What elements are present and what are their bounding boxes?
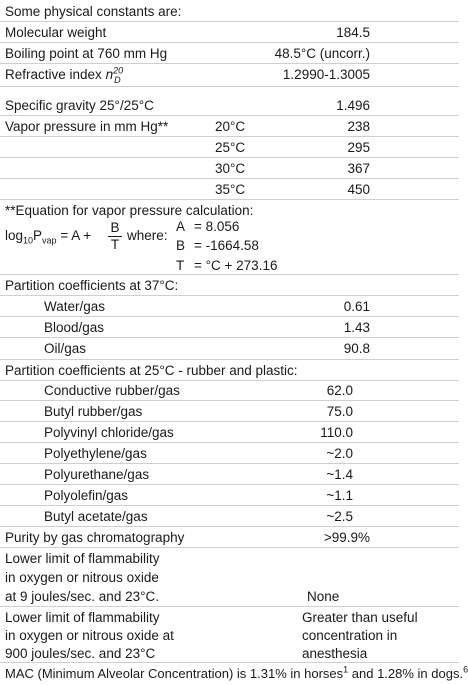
partition-label: Oil/gas: [44, 341, 87, 356]
divider: [0, 21, 459, 22]
partition-label: Butyl rubber/gas: [44, 404, 143, 419]
flammability-900-line: Lower limit of flammability: [5, 610, 160, 625]
param-name: B: [176, 238, 186, 253]
divider: [0, 115, 459, 116]
molecular-weight-value: 184.5: [336, 25, 370, 40]
mac-statement: MAC (Minimum Alveolar Concentration) is 1.31% in horses$^1$ and 1.28% in dogs.$^6$: [5, 664, 468, 681]
partition-25-heading: Partition coefficients at 25°C - rubber and plastic:: [5, 363, 298, 378]
equation-heading: **Equation for vapor pressure calculation:: [5, 203, 254, 218]
partition-value: ~1.4: [326, 467, 353, 482]
flammability-900-line: in oxygen or nitrous oxide at: [5, 628, 174, 643]
footnote-ref: 6: [463, 664, 468, 675]
vapor-temp: 25°C: [215, 140, 246, 155]
equation-where: where:: [127, 228, 168, 243]
partition-label: Polyethylene/gas: [44, 446, 147, 461]
partition-label: Polyvinyl chloride/gas: [44, 425, 174, 440]
flammability-9-line: Lower limit of flammability: [5, 551, 160, 566]
vapor-value: 450: [347, 182, 370, 197]
divider: [0, 359, 459, 360]
partition-value: 0.61: [343, 299, 370, 314]
param-value: = °C + 273.16: [194, 258, 278, 273]
partition-label: Water/gas: [44, 299, 106, 314]
partition-value: 75.0: [326, 404, 353, 419]
divider: [0, 157, 459, 158]
partition-value: 110.0: [320, 425, 353, 440]
divider: [0, 380, 459, 381]
flammability-900-line: 900 joules/sec. and 23°C: [5, 646, 156, 661]
divider: [0, 421, 459, 422]
divider: [0, 442, 459, 443]
flammability-900-value-line: Greater than useful: [302, 610, 418, 625]
boiling-point-label: Boiling point at 760 mm Hg: [5, 46, 168, 61]
purity-label: Purity by gas chromatography: [5, 530, 185, 545]
intro-text: Some physical constants are:: [5, 4, 182, 19]
param-value: = -1664.58: [194, 238, 259, 253]
vapor-value: 238: [347, 119, 370, 134]
vapor-temp: 30°C: [215, 161, 246, 176]
partition-label: Conductive rubber/gas: [44, 383, 180, 398]
divider: [0, 547, 459, 548]
partition-label: Polyolefin/gas: [44, 488, 129, 503]
refractive-index-value: 1.2990-1.3005: [282, 67, 370, 82]
purity-value: >99.9%: [323, 530, 370, 545]
divider: [0, 42, 459, 43]
vapor-temp: 20°C: [215, 119, 246, 134]
divider: [0, 86, 459, 87]
refractive-symbol: $n^{20}_D$: [105, 65, 124, 85]
partition-value: ~2.0: [326, 446, 353, 461]
partition-label: Butyl acetate/gas: [44, 509, 148, 524]
flammability-9-line: at 9 joules/sec. and 23°C.: [5, 589, 159, 604]
partition-value: 90.8: [343, 341, 370, 356]
divider: [0, 662, 459, 663]
flammability-9-line: in oxygen or nitrous oxide: [5, 570, 159, 585]
boiling-point-value: 48.5°C (uncorr.): [274, 46, 370, 61]
flammability-900-value-line: concentration in: [302, 628, 398, 643]
vapor-pressure-label: Vapor pressure in mm Hg**: [5, 119, 169, 134]
param-value: = 8.056: [194, 219, 240, 234]
divider: [0, 136, 459, 137]
partition-label: Blood/gas: [44, 320, 105, 335]
divider: [0, 463, 459, 464]
param-name: T: [176, 258, 185, 273]
vapor-value: 295: [347, 140, 370, 155]
flammability-9-value: None: [307, 589, 340, 604]
partition-label: Polyurethane/gas: [44, 467, 150, 482]
partition-value: 1.43: [343, 320, 370, 335]
specific-gravity-label: Specific gravity 25°/25°C: [5, 98, 154, 113]
divider: [0, 337, 459, 338]
divider: [0, 295, 459, 296]
divider: [0, 199, 459, 200]
param-name: A: [176, 219, 186, 234]
divider: [0, 526, 459, 527]
divider: [0, 274, 459, 275]
footnote-ref: 1: [343, 664, 349, 675]
vapor-temp: 35°C: [215, 182, 246, 197]
equation-numerator: B: [110, 220, 120, 235]
divider: [0, 400, 459, 401]
partition-37-heading: Partition coefficients at 37°C:: [5, 278, 179, 293]
equation-denominator: T: [110, 237, 120, 252]
flammability-900-value-line: anesthesia: [302, 646, 368, 661]
vapor-value: 367: [347, 161, 370, 176]
divider: [0, 178, 459, 179]
vapor-equation: $\log_{10}P_{vap} = A$ +: [5, 228, 92, 246]
partition-value: ~1.1: [326, 488, 353, 503]
partition-value: 62.0: [326, 383, 353, 398]
divider: [0, 484, 459, 485]
divider: [0, 63, 459, 64]
divider: [0, 316, 459, 317]
divider: [0, 606, 459, 607]
refractive-index-label: Refractive index $n^{20}_D$: [5, 65, 124, 85]
partition-value: ~2.5: [326, 509, 353, 524]
divider: [0, 505, 459, 506]
molecular-weight-label: Molecular weight: [5, 25, 107, 40]
specific-gravity-value: 1.496: [336, 98, 370, 113]
